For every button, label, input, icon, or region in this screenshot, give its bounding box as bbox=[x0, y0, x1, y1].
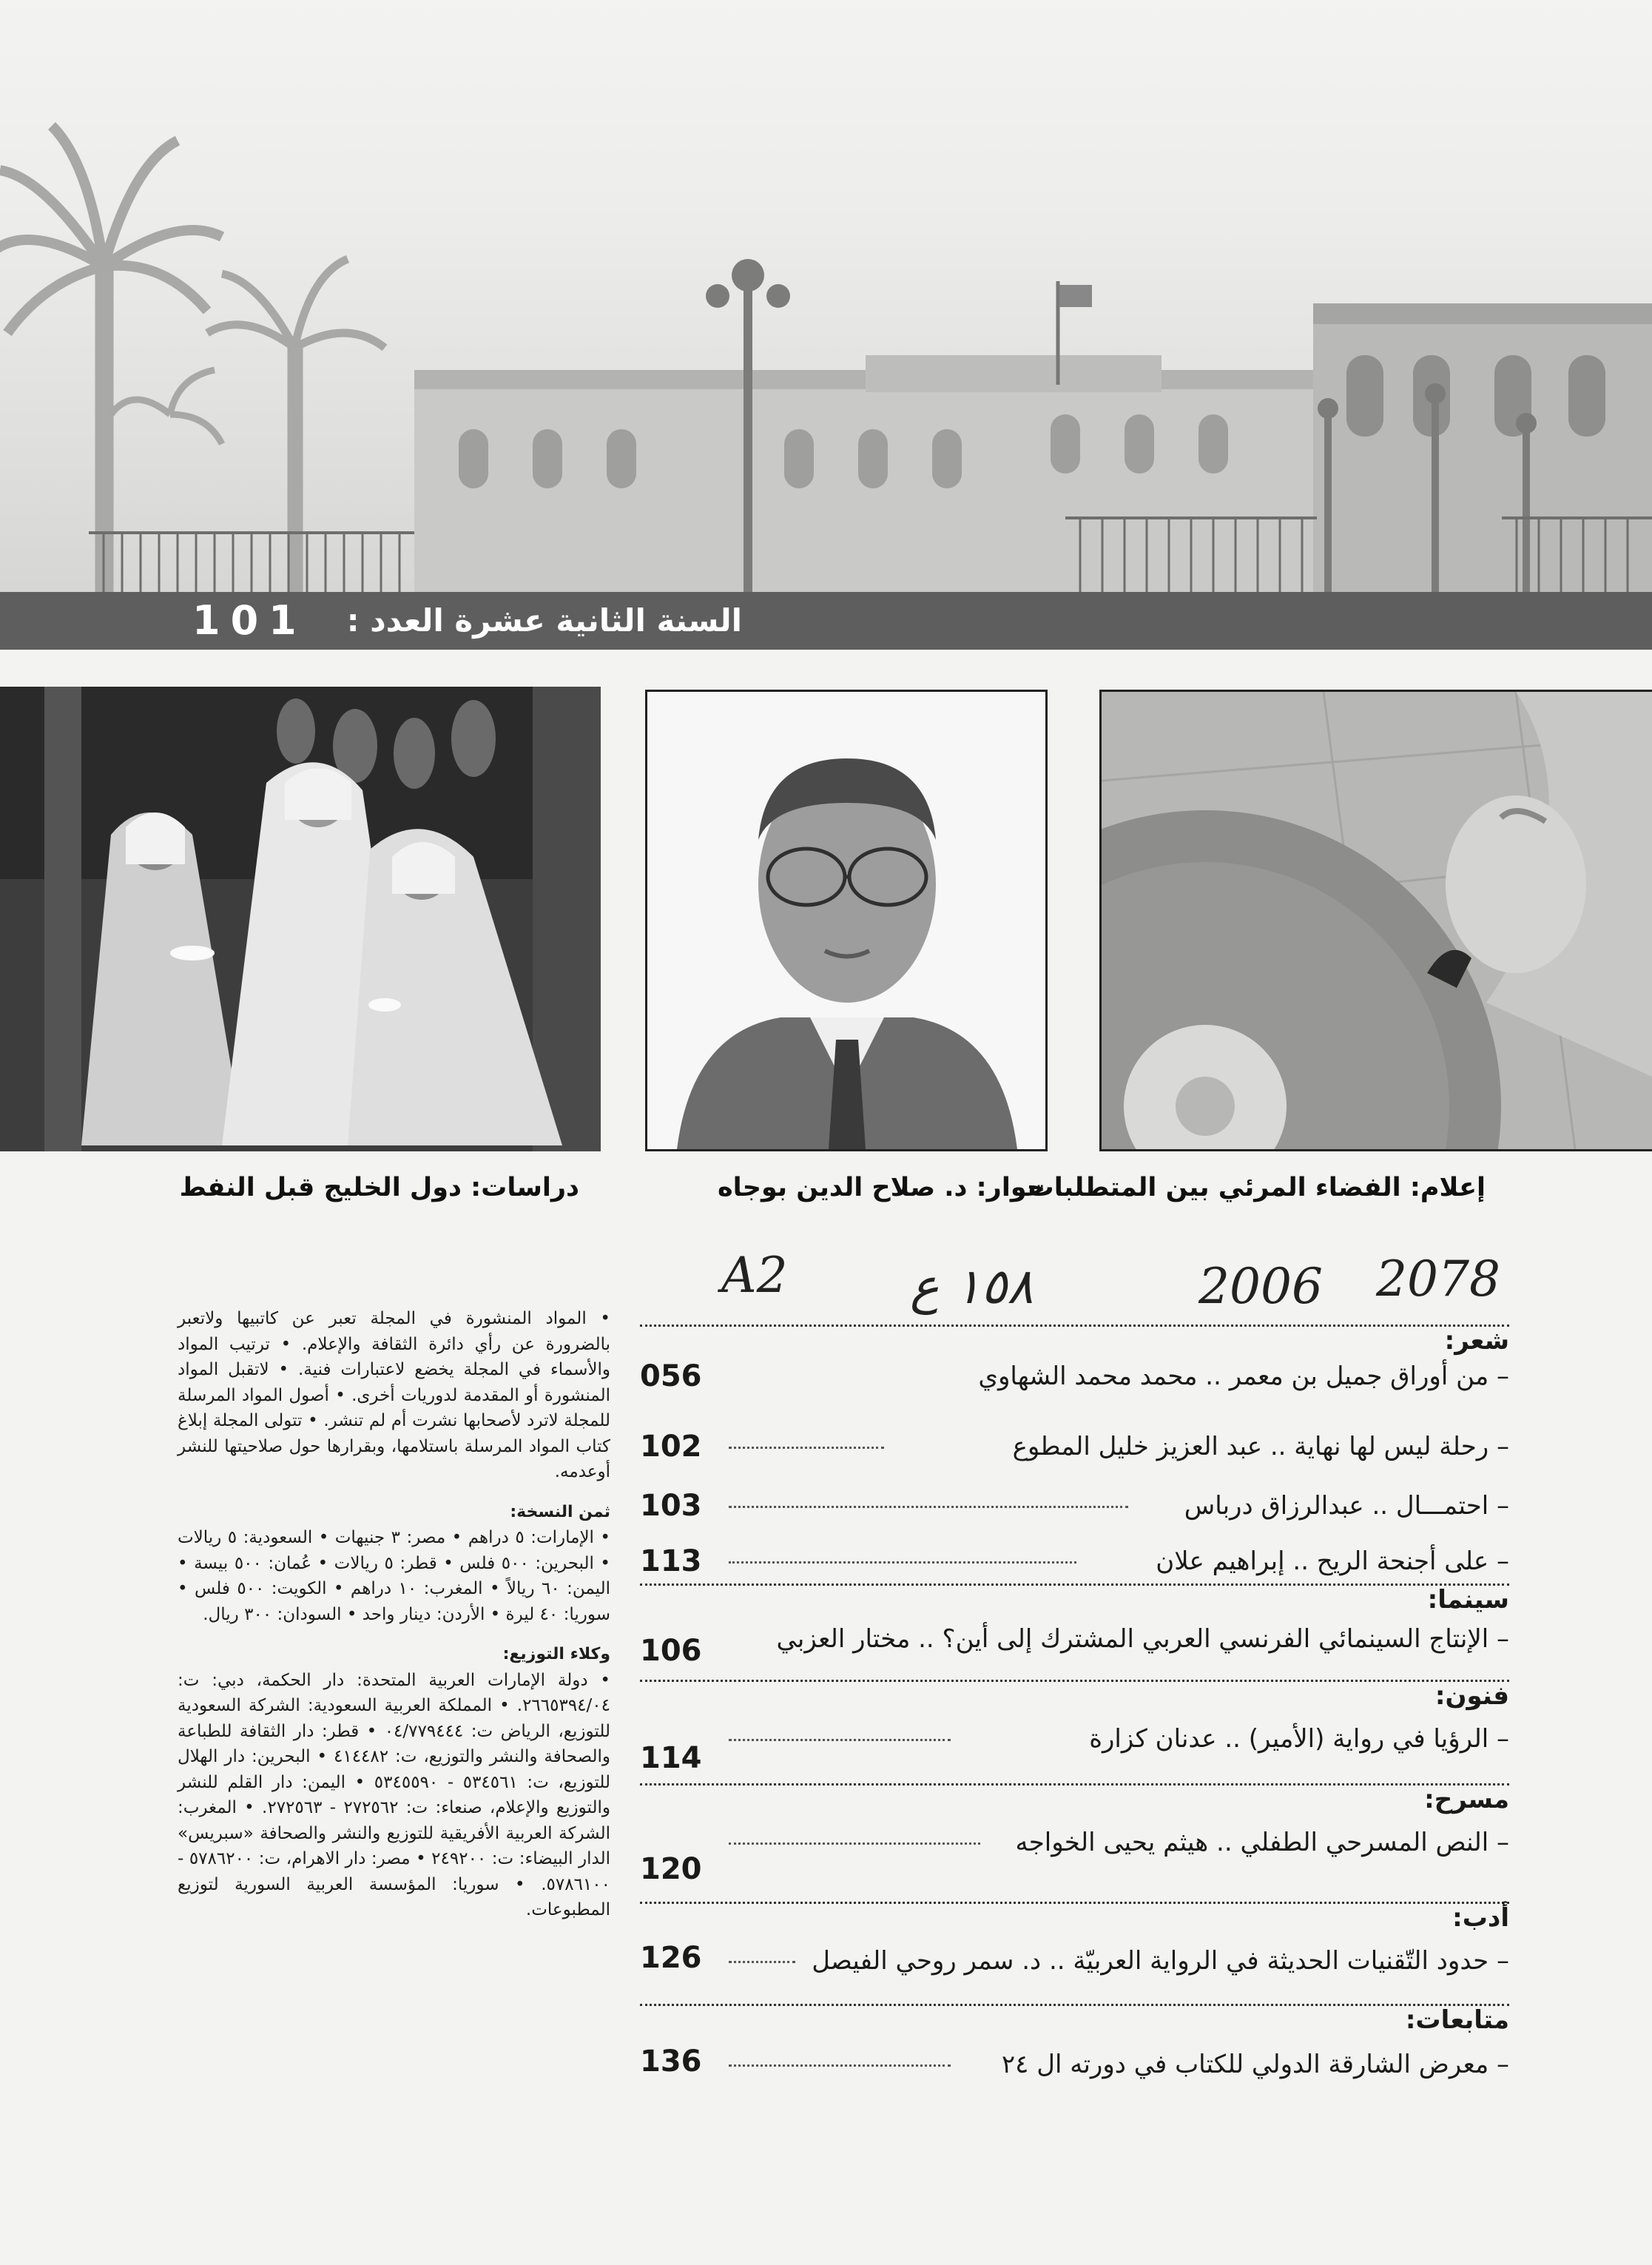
divider bbox=[640, 1680, 1509, 1682]
section-heading: أدب: bbox=[1452, 1903, 1509, 1933]
issue-bar bbox=[0, 592, 1652, 650]
issue-label: السنة الثانية عشرة العدد : bbox=[346, 602, 742, 639]
toc-entry[interactable] bbox=[640, 1939, 1509, 1983]
page-number: 120 bbox=[640, 1852, 702, 1886]
caption-interview: حوار: د. صلاح الدين بوجاه bbox=[717, 1173, 1045, 1202]
photo-portrait bbox=[645, 690, 1048, 1151]
entry-title: – معرض الشارقة الدولي للكتاب في دورته ال ٢٤ bbox=[1001, 2050, 1509, 2079]
editorial-notes bbox=[178, 1306, 610, 2164]
caption-media: إعلام: الفضاء المرئي بين المتطلبات bbox=[1028, 1173, 1486, 1202]
handwritten-note: 2078 bbox=[1376, 1251, 1500, 1307]
distributors-heading: وكلاء التوزيع: bbox=[502, 1645, 610, 1663]
handwritten-note: 2006 bbox=[1198, 1258, 1323, 1315]
page-number: 136 bbox=[640, 2044, 702, 2079]
caption-studies: دراسات: دول الخليج قبل النفط bbox=[179, 1173, 579, 1202]
toc-entry[interactable] bbox=[640, 1354, 1509, 1399]
header-photo bbox=[0, 0, 1652, 592]
toc-entry[interactable] bbox=[640, 1820, 1509, 1886]
leader-dots bbox=[729, 1842, 980, 1845]
photo-cd bbox=[1099, 690, 1652, 1151]
entry-title: – حدود التّقنيات الحديثة في الرواية العربيّة .. د. سمر روحي الفيصل bbox=[812, 1946, 1509, 1976]
entry-title: – على أجنحة الريح .. إبراهيم علان bbox=[1156, 1547, 1509, 1576]
page-number: 113 bbox=[640, 1544, 702, 1578]
page-number: 126 bbox=[640, 1941, 702, 1975]
page-number: 106 bbox=[640, 1634, 702, 1668]
toc-entry[interactable] bbox=[640, 1484, 1509, 1528]
toc-entry[interactable] bbox=[640, 1617, 1509, 1668]
section-heading: فنون: bbox=[1434, 1681, 1509, 1711]
leader-dots bbox=[729, 1506, 1128, 1508]
entry-title: – النص المسرحي الطفلي .. هيثم يحيى الخواجه bbox=[1015, 1828, 1509, 1857]
handwritten-note: A2 bbox=[721, 1247, 788, 1304]
distributors-list: • دولة الإمارات العربية المتحدة: دار الحكمة، دبي: ت: ٢٦٦٥٣٩٤/٠٤. • المملكة العربية السعودية: الشركة السعودية للتوزيع، الرياض ت: ٠٤/٧٧٩٤٤٤ • قطر: دار الثقافة للطباعة والصحافة والنشر والتوزيع، ت: ٤١٤٤٨٢ • البحرين: دار الهلال للتوزيع، ت: ٥٣٤٥٦١ - ٥٣٤٥٥٩٠ • اليمن: دار القلم للنشر والتوزيع والإعلام، صنعاء: ت: ٢٧٢٥٦٢ - ٢٧٢٥٦٣. • المغرب: الشركة العربية الأفريقية للتوزيع والنشر والصحافة «سبريس» الدار البيضاء: ت: ٢٤٩٢٠٠ • مصر: دار الاهرام، ت: ٥٧٨٦٢٠٠ - ٥٧٨٦١٠٠. • سوريا: المؤسسة العربية السورية لتوزيع المطبوعات. bbox=[178, 1670, 611, 1919]
leader-dots bbox=[729, 1739, 951, 1741]
leader-dots bbox=[729, 1447, 884, 1449]
disclaimer-text: • المواد المنشورة في المجلة تعبر عن كاتبيها ولاتعبر بالضرورة عن رأي دائرة الثقافة والإعلام. • ترتيب المواد والأسماء في المجلة يخضع لاعتبارات فنية. • لاتقبل المواد المنشورة أو المقدمة لدوريات أخرى. • أصول المواد المرسلة للمجلة لاترد لأصحابها نشرت أم لم تنشر. • تتولى المجلة إبلاغ كتاب المواد المرسلة باستلامها، وبقرارها حول صلاحيتها للنشر أوعدمه. bbox=[178, 1309, 610, 1481]
toc-entry[interactable] bbox=[640, 1539, 1509, 1584]
toc-entry[interactable] bbox=[640, 2042, 1509, 2087]
page-number: 056 bbox=[640, 1359, 702, 1393]
table-of-contents bbox=[640, 1325, 1509, 2109]
entry-title: – من أوراق جميل بن معمر .. محمد محمد الشهاوي bbox=[978, 1362, 1509, 1391]
page-number: 102 bbox=[640, 1430, 702, 1464]
section-heading: سينما: bbox=[1427, 1585, 1509, 1615]
entry-title: – رحلة ليس لها نهاية .. عبد العزيز خليل المطوع bbox=[1012, 1432, 1509, 1461]
handwritten-annotation bbox=[710, 1243, 1517, 1325]
leader-dots bbox=[729, 2064, 951, 2067]
toc-entry[interactable] bbox=[640, 1717, 1509, 1775]
divider bbox=[640, 1584, 1509, 1586]
divider bbox=[640, 1902, 1509, 1904]
leader-dots bbox=[729, 1561, 1076, 1564]
entry-title: – الرؤيا في رواية (الأمير) .. عدنان كزارة bbox=[1089, 1724, 1509, 1754]
price-heading: ثمن النسخة: bbox=[510, 1502, 610, 1521]
page-number: 114 bbox=[640, 1741, 702, 1775]
divider bbox=[640, 2004, 1509, 2006]
photo-gulf-men bbox=[0, 687, 601, 1151]
entry-title: – احتمـــال .. عبدالرزاق درباس bbox=[1184, 1491, 1509, 1521]
section-heading: مسرح: bbox=[1424, 1785, 1509, 1814]
divider bbox=[640, 1783, 1509, 1786]
issue-number: 101 bbox=[192, 597, 307, 644]
entry-title: – الإنتاج السينمائي الفرنسي العربي المشترك إلى أين؟ .. مختار العزبي bbox=[776, 1624, 1509, 1654]
toc-entry[interactable] bbox=[640, 1424, 1509, 1469]
section-heading: متابعات: bbox=[1405, 2005, 1509, 2035]
section-heading: شعر: bbox=[1444, 1326, 1509, 1356]
price-list: • الإمارات: ٥ دراهم • مصر: ٣ جنيهات • السعودية: ٥ ريالات • البحرين: ٥٠٠ فلس • قطر: ٥ ريالات • عُمان: ٥٠٠ بيسة • اليمن: ٦٠ ريالاً • المغرب: ١٠ دراهم • الكويت: ٥٠٠ فلس • سوريا: ٤٠ ليرة • الأردن: دينار واحد • السودان: ٣٠٠ ريال. bbox=[178, 1528, 611, 1624]
page-number: 103 bbox=[640, 1489, 702, 1523]
leader-dots bbox=[729, 1961, 795, 1963]
divider bbox=[640, 1325, 1509, 1327]
handwritten-note: ١٥٨ ع bbox=[910, 1258, 1034, 1315]
